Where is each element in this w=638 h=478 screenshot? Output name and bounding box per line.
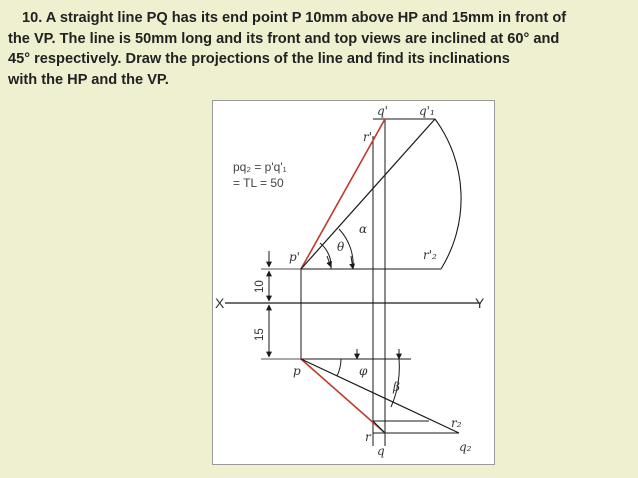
- label-q: q: [377, 444, 385, 458]
- note-true-length-2: = TL = 50: [233, 176, 284, 190]
- label-y: Y: [475, 295, 485, 311]
- label-p: p: [293, 364, 301, 378]
- label-q2: q₂: [459, 440, 472, 454]
- problem-line: with the HP and the VP.: [8, 71, 169, 88]
- dim-15-label: 15: [254, 328, 266, 341]
- problem-line: 45° respectively. Draw the projections of the line and find its inclinations: [8, 51, 510, 67]
- label-r2-prime: r'₂: [423, 248, 437, 262]
- phi-arc: [337, 359, 341, 376]
- line-r-to-q: [373, 421, 385, 433]
- projection-drawing: [213, 101, 494, 464]
- label-q1-prime: q'₁: [419, 104, 435, 118]
- theta-arc: [320, 243, 331, 269]
- label-alpha: α: [359, 222, 368, 236]
- problem-line: the VP. The line is 50mm long and its front and top views are inclined at 60° and: [8, 30, 560, 47]
- label-phi: φ: [359, 364, 368, 378]
- true-length-top: [301, 359, 459, 433]
- label-r-prime: r': [363, 130, 373, 144]
- problem-line: 10. A straight line PQ has its end point P 10mm above HP and 15mm in front of: [22, 10, 567, 26]
- label-r: r: [365, 430, 371, 444]
- dim-10-label: 10: [254, 280, 266, 293]
- problem-statement: [8, 8, 630, 90]
- note-true-length-1: pq₂ = p'q'₁: [233, 160, 287, 174]
- label-p-prime: p': [289, 250, 300, 264]
- label-x: X: [215, 295, 225, 311]
- label-beta: β: [393, 380, 400, 394]
- projection-diagram: [212, 100, 495, 465]
- arc-front: [435, 119, 461, 269]
- label-theta: θ: [337, 240, 345, 254]
- label-q-prime: q': [377, 104, 388, 118]
- top-view-line: [301, 359, 385, 433]
- label-r2: r₂: [451, 416, 462, 430]
